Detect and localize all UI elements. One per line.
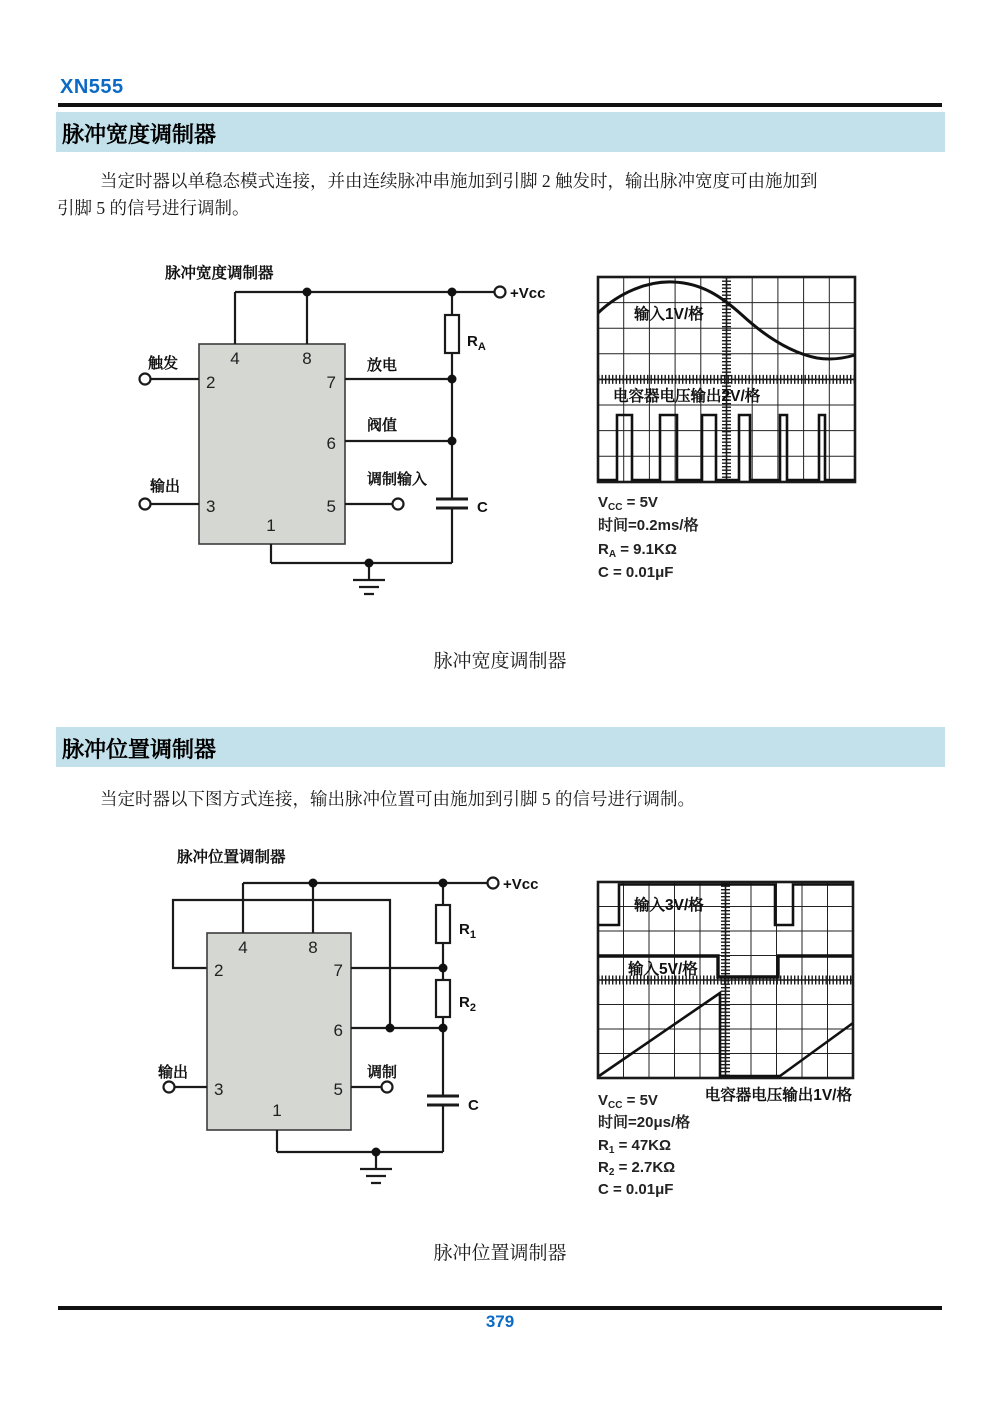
resistor-r1 [436,905,450,943]
svg-text:1: 1 [266,516,276,535]
annotation-line: 时间=20μs/格 [598,1114,691,1132]
body-paragraph-1 [57,168,943,222]
paragraph-line: 引脚 5 的信号进行调制。 [57,198,250,218]
trigger-terminal [140,374,151,385]
svg-text:8: 8 [302,349,312,368]
threshold-label: 阀值 [367,417,398,434]
svg-text:1: 1 [272,1101,282,1120]
svg-text:2: 2 [214,961,224,980]
circuit2-title: 脉冲位置调制器 [177,849,286,866]
svg-text:3: 3 [206,497,216,516]
scope2-capacitor-label: 电容器电压输出1V/格 [704,1087,852,1104]
section-heading-pwm-label: 脉冲宽度调制器 [62,122,217,147]
capacitor-c [436,499,468,508]
mod-terminal [382,1082,393,1093]
paragraph-line: 当定时器以单稳态模式连接，并由连续脉冲串施加到引脚 2 触发时，输出脉冲宽度可由施加到 [100,171,818,191]
annotation-line: $R_A = 9.1K\Omega$ [598,540,677,560]
trigger-label: 触发 [148,355,179,372]
page-number: 379 [485,1312,515,1331]
svg-text:3: 3 [214,1080,224,1099]
scope1-output-label: 电容器电压输出2V/格 [613,388,761,405]
svg-text:4: 4 [238,938,248,957]
annotation-line: $R_2 = 2.7K\Omega$ [598,1158,676,1178]
scope1-annotations [598,494,698,587]
ppm-circuit-figure [128,842,560,1194]
annotation-line: C = 0.01μF [598,1181,674,1199]
mod-label: 调制 [367,1064,398,1081]
annotation-line: C = 0.01μF [598,563,674,581]
svg-text:5: 5 [333,1080,343,1099]
vcc-label: +Vcc [503,876,539,893]
capacitor-c [427,1096,459,1105]
ground-symbol [353,580,385,594]
svg-text:7: 7 [326,373,336,392]
output-terminal [140,499,151,510]
discharge-label: 放电 [367,357,398,374]
annotation-line: $V_{CC} = 5V$ [598,1092,658,1111]
resistor-ra [445,315,459,353]
timer-ic-body [199,344,345,544]
svg-text:7: 7 [333,961,343,980]
header-rule [58,103,942,107]
annotation-line: $V_{CC} = 5V$ [598,494,658,513]
resistor-r2 [436,980,450,1017]
figure1-caption: 脉冲宽度调制器 [433,651,567,672]
section-heading-ppm [56,727,945,767]
section-heading-ppm-label: 脉冲位置调制器 [62,737,217,762]
scope2-annotations [598,1092,690,1203]
svg-text:6: 6 [333,1021,343,1040]
body-paragraph-2: 当定时器以下图方式连接，输出脉冲位置可由施加到引脚 5 的信号进行调制。 [100,789,695,809]
annotation-line: 时间=0.2ms/格 [598,517,699,535]
resistor-r1-label: $R_1$ [459,921,476,941]
scope2-input3v-label: 输入3V/格 [634,897,704,914]
mod-input-label: 调制输入 [367,471,428,488]
resistor-ra-label: $R_A$ [467,333,486,353]
circuit1-title: 脉冲宽度调制器 [165,265,274,282]
ground-symbol [360,1169,392,1183]
output-terminal [164,1082,175,1093]
output-label: 输出 [150,478,181,495]
pwm-circuit-figure [128,258,560,610]
figure2-caption: 脉冲位置调制器 [433,1243,567,1264]
scope1-input-label: 输入1V/格 [634,306,704,323]
scope2-input5v-label: 输入5V/格 [628,961,698,978]
annotation-line: $R_1 = 47K\Omega$ [598,1136,672,1156]
vcc-terminal [488,878,499,889]
vcc-label: +Vcc [510,285,546,302]
doc-title: XN555 [60,76,124,98]
mod-input-terminal [393,499,404,510]
output-label: 输出 [158,1064,189,1081]
svg-text:6: 6 [326,434,336,453]
pwm-scope-figure [588,268,872,492]
resistor-r2-label: $R_2$ [459,994,476,1014]
svg-text:2: 2 [206,373,216,392]
svg-text:8: 8 [308,938,318,957]
capacitor-c-label: C [477,499,488,516]
ppm-scope-figure [588,874,872,1106]
svg-text:5: 5 [326,497,336,516]
footer-rule [58,1306,942,1310]
capacitor-c-label: C [468,1097,479,1114]
svg-text:4: 4 [230,349,240,368]
vcc-terminal [495,287,506,298]
section-heading-pwm [56,112,945,152]
